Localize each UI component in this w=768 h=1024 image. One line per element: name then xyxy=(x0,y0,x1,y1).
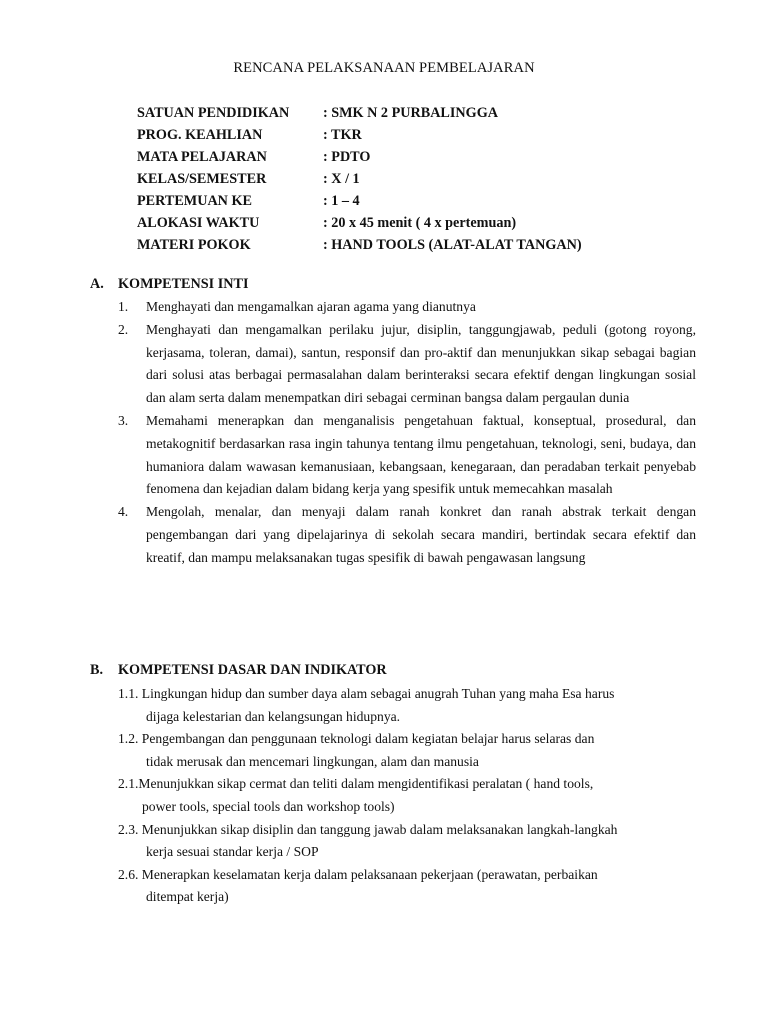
list-item-line: 1.1. Lingkungan hidup dan sumber daya alam sebagai anugrah Tuhan yang maha Esa harus xyxy=(118,686,615,701)
info-value: : PDTO xyxy=(323,149,371,165)
info-row-prog-keahlian xyxy=(137,124,582,146)
info-value: : 1 – 4 xyxy=(323,193,360,209)
item-text: Memahami menerapkan dan menganalisis pengetahuan faktual, konseptual, prosedural, dan metakognitif berdasarkan rasa ingin tahunya tentang ilmu pengetahuan, teknologi, seni, budaya, dan humaniora dalam wawasan kemanusiaan, kebangsaan, kenegaraan, dan peradaban terkait penyebab fenomena dan kejadian dalam bidang kerja yang spesifik untuk memecahkan masalah xyxy=(146,412,696,497)
list-item xyxy=(118,296,696,319)
document-title: RENCANA PELAKSANAAN PEMBELAJARAN xyxy=(233,60,535,76)
identity-table xyxy=(137,102,582,256)
list-item xyxy=(118,319,696,410)
item-number: 2. xyxy=(118,321,129,337)
list-item-line: 1.2. Pengembangan dan penggunaan teknologi dalam kegiatan belajar harus selaras dan xyxy=(118,731,595,747)
info-row-satuan-pendidikan xyxy=(137,102,582,124)
list-item xyxy=(118,501,696,569)
list-item-continuation: dijaga kelestarian dan kelangsungan hidupnya. xyxy=(146,708,401,724)
info-row-alokasi-waktu xyxy=(137,212,582,234)
info-value: : 20 x 45 menit ( 4 x pertemuan) xyxy=(323,215,517,231)
info-label: PROG. KEAHLIAN xyxy=(137,127,263,143)
item-text: Menghayati dan mengamalkan perilaku jujur, disiplin, tanggungjawab, peduli (gotong royong, kerjasama, toleran, damai), santun, responsif dan pro-aktif dan menunjukkan sikap sebagai bagian dari solusi atas berbagai permasalahan dalam berinteraksi secara efektif dengan lingkungan sosial dan alam serta dalam menempatkan diri sebagai cerminan bangsa dalam pergaulan dunia xyxy=(146,321,696,406)
info-label: PERTEMUAN KE xyxy=(137,193,252,209)
kompetensi-dasar-list xyxy=(118,683,698,909)
section-title: KOMPETENSI DASAR DAN INDIKATOR xyxy=(118,662,387,678)
info-row-mata-pelajaran xyxy=(137,146,582,168)
section-letter: A. xyxy=(90,276,104,292)
info-row-materi-pokok xyxy=(137,234,582,256)
item-number: 4. xyxy=(118,504,129,520)
info-value: : X / 1 xyxy=(323,171,360,187)
item-text: Menghayati dan mengamalkan ajaran agama yang dianutnya xyxy=(146,299,476,314)
info-label: MATERI POKOK xyxy=(137,237,251,253)
info-label: MATA PELAJARAN xyxy=(137,149,267,165)
list-item-continuation: tidak merusak dan mencemari lingkungan, alam dan manusia xyxy=(146,753,479,769)
item-text: Mengolah, menalar, dan menyaji dalam ranah konkret dan ranah abstrak terkait dengan pengembangan dari yang dipelajarinya di sekolah secara mandiri, bertindak secara efektif dan kreatif, dan mampu melaksanakan tugas spesifik di bawah pengawasan langsung xyxy=(146,504,696,565)
info-value: : HAND TOOLS (ALAT-ALAT TANGAN) xyxy=(323,237,582,253)
section-letter: B. xyxy=(90,662,104,678)
info-row-kelas-semester xyxy=(137,168,582,190)
list-item-line: 2.3. Menunjukkan sikap disiplin dan tanggung jawab dalam melaksanakan langkah-langkah xyxy=(118,821,618,837)
info-row-pertemuan-ke xyxy=(137,190,582,212)
item-number: 3. xyxy=(118,412,129,428)
list-item-continuation: kerja sesuai standar kerja / SOP xyxy=(146,844,319,860)
info-label: KELAS/SEMESTER xyxy=(137,171,267,187)
section-a-heading xyxy=(90,276,248,293)
list-item xyxy=(118,410,696,501)
kompetensi-inti-list xyxy=(118,296,696,570)
info-label: SATUAN PENDIDIKAN xyxy=(137,105,290,121)
section-b-heading xyxy=(90,662,387,679)
info-value: : SMK N 2 PURBALINGGA xyxy=(323,105,498,121)
list-item-continuation: ditempat kerja) xyxy=(146,889,229,905)
info-value: : TKR xyxy=(323,127,362,143)
list-item-line: 2.6. Menerapkan keselamatan kerja dalam pelaksanaan pekerjaan (perawatan, perbaikan xyxy=(118,866,598,882)
list-item-line: 2.1.Menunjukkan sikap cermat dan teliti dalam mengidentifikasi peralatan ( hand tools, xyxy=(118,776,594,792)
section-title: KOMPETENSI INTI xyxy=(118,276,249,292)
info-label: ALOKASI WAKTU xyxy=(137,215,260,231)
item-number: 1. xyxy=(118,299,129,314)
list-item-continuation: power tools, special tools dan workshop tools) xyxy=(142,798,395,814)
